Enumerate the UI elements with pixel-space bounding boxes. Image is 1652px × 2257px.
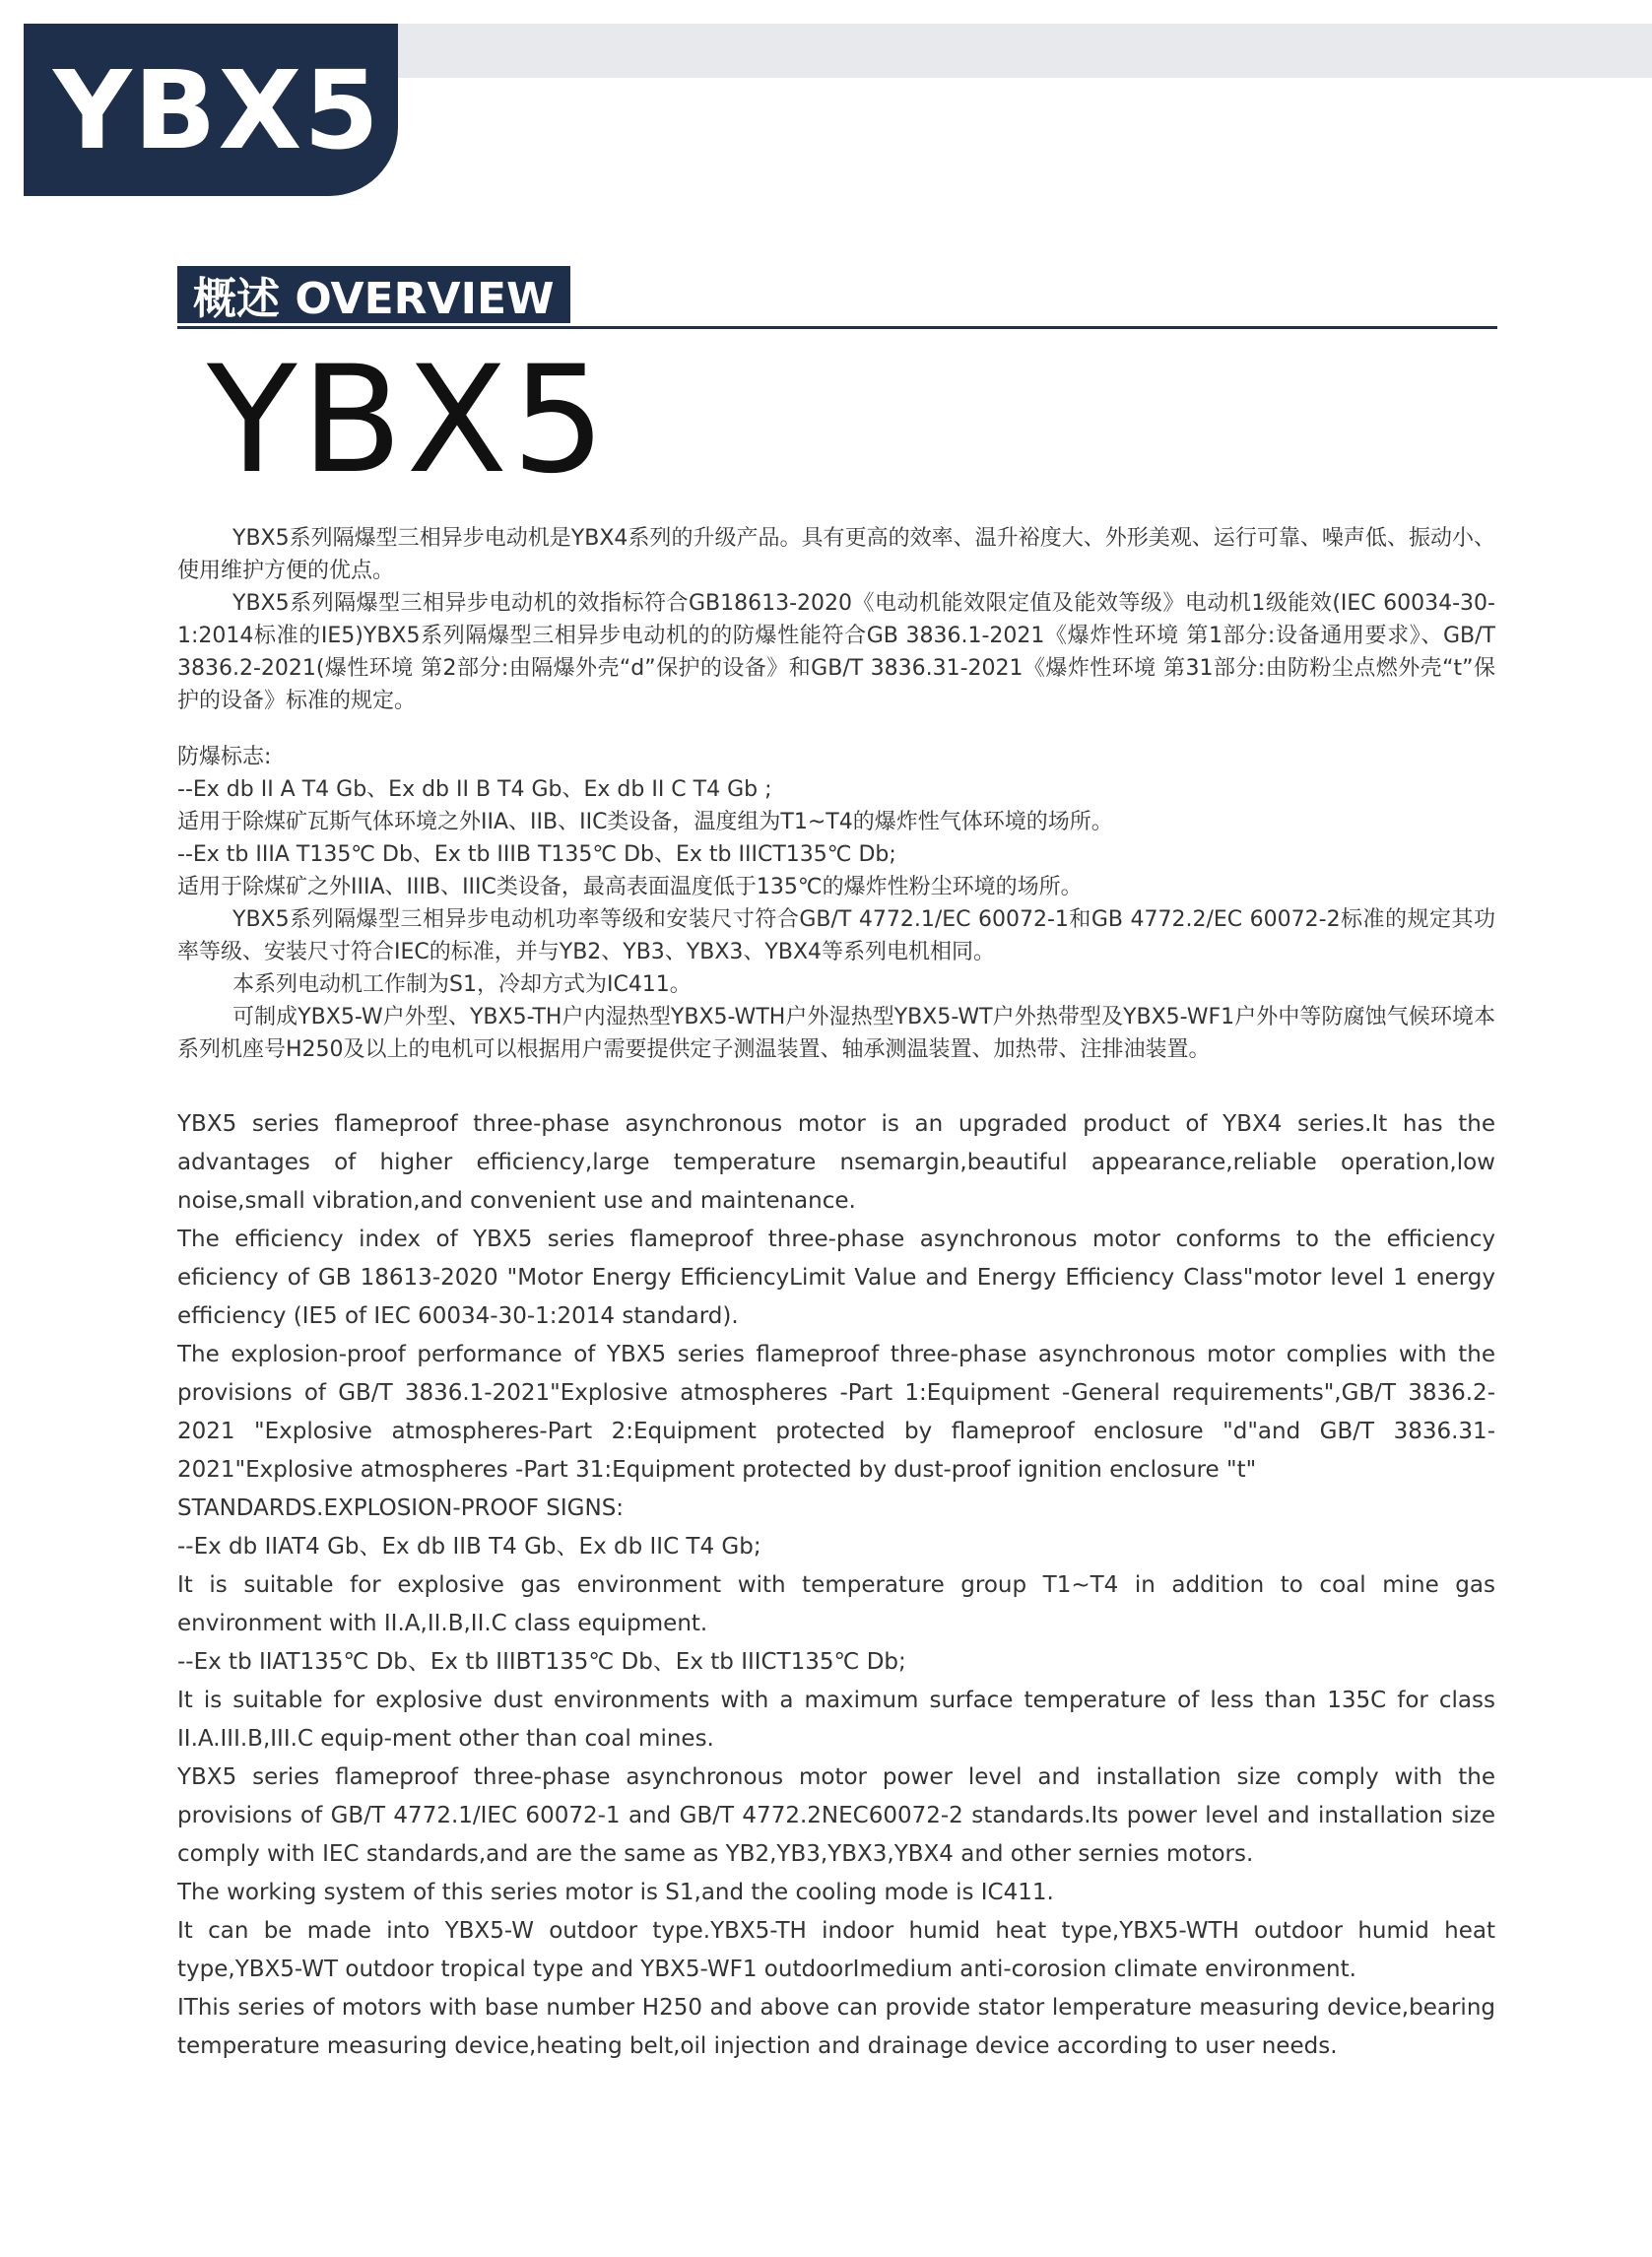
en-paragraph: The working system of this series motor is S1,and the cooling mode is IC411. xyxy=(177,1880,1054,1905)
page-title: YBX5 xyxy=(207,335,610,506)
en-paragraph: --Ex db IIAT4 Gb、Ex db IIB T4 Gb、Ex db IIC T4 Gb; xyxy=(177,1534,761,1560)
en-paragraph: The efficiency index of YBX5 series flameproof three-phase asynchronous motor conforms to the efficiency eficiency of GB 18613-2020 "Motor Energy EfficiencyLimit Value and Energy Efficiency Class"motor level 1 energy efficiency (IE5 of IEC 60034-30-1:2014 standard). xyxy=(177,1227,1495,1329)
section-heading: 概述 OVERVIEW xyxy=(177,266,570,323)
zh-line: --Ex db II A T4 Gb、Ex db II B T4 Gb、Ex db II C T4 Gb ; xyxy=(177,777,772,802)
english-description xyxy=(177,1105,1495,2066)
en-paragraph: It is suitable for explosive gas environment with temperature group T1~T4 in addition to coal mine gas environment with II.A,II.B,II.C class equipment. xyxy=(177,1572,1495,1636)
zh-line: 适用于除煤矿瓦斯气体环境之外IIA、IIB、IIC类设备，温度组为T1~T4的爆炸性气体环境的场所。 xyxy=(177,810,1113,834)
zh-line: --Ex tb IIIA T135℃ Db、Ex tb IIIB T135℃ Db、Ex tb IIICT135℃ Db; xyxy=(177,842,896,867)
zh-line: 防爆标志: xyxy=(177,745,272,769)
zh-paragraph: YBX5系列隔爆型三相异步电动机的效指标符合GB18613-2020《电动机能效限定值及能效等级》电动机1级能效(IEC 60034-30-1:2014标准的IE5)YBX5系列隔爆型三相异步电动机的的防爆性能符合GB 3836.1-2021《爆炸性环境 第1部分:设备通用要求》、GB/T 3836.2-2021(爆性环境 第2部分:由隔爆外壳“d”保护的设备》和GB/T 3836.31-2021《爆炸性环境 第31部分:由防粉尘点燃外壳“t”保护的设备》标准的规定。 xyxy=(177,591,1495,713)
brand-label: YBX5 xyxy=(53,46,381,173)
zh-line: 适用于除煤矿之外IIIA、IIIB、IIIC类设备，最高表面温度低于135℃的爆炸性粉尘环境的场所。 xyxy=(177,875,1083,899)
zh-paragraph: 可制成YBX5-W户外型、YBX5-TH户内湿热型YBX5-WTH户外湿热型YBX5-WT户外热带型及YBX5-WF1户外中等防腐蚀气候环境本系列机座号H250及以上的电机可以根据用户需要提供定子测温装置、轴承测温装置、加热带、注排油装置。 xyxy=(177,1005,1495,1062)
zh-paragraph: YBX5系列隔爆型三相异步电动机功率等级和安装尺寸符合GB/T 4772.1/EC 60072-1和GB 4772.2/EC 60072-2标准的规定其功率等级、安装尺寸符合IEC的标准，并与YB2、YB3、YBX3、YBX4等系列电机相同。 xyxy=(177,907,1495,964)
zh-paragraph: 本系列电动机工作制为S1，冷却方式为IC411。 xyxy=(232,972,692,997)
en-paragraph: It can be made into YBX5-W outdoor type.YBX5-TH indoor humid heat type,YBX5-WTH outdoor humid heat type,YBX5-WT outdoor tropical type and YBX5-WF1 outdoorImedium anti-corosion climate environment. xyxy=(177,1918,1495,1982)
brand-tab xyxy=(24,24,398,196)
chinese-description xyxy=(177,522,1495,1066)
header-strip xyxy=(394,24,1652,78)
en-paragraph: IThis series of motors with base number H250 and above can provide stator lemperature measuring device,bearing temperature measuring device,heating belt,oil injection and drainage device according to user needs. xyxy=(177,1995,1495,2059)
en-paragraph: The explosion-proof performance of YBX5 series flameproof three-phase asynchronous motor complies with the provisions of GB/T 3836.1-2021"Explosive atmospheres -Part 1:Equipment -General requirements",GB/T 3836.2-2021 "Explosive atmospheres-Part 2:Equipment protected by flameproof enclosure "d"and GB/T 3836.31-2021"Explosive atmospheres -Part 31:Equipment protected by dust-proof ignition enclosure "t" xyxy=(177,1342,1495,1483)
en-paragraph: --Ex tb IIAT135℃ Db、Ex tb IIIBT135℃ Db、Ex tb IIICT135℃ Db; xyxy=(177,1649,906,1675)
section-divider xyxy=(177,326,1497,329)
en-paragraph: YBX5 series flameproof three-phase asynchronous motor power level and installation size comply with the provisions of GB/T 4772.1/IEC 60072-1 and GB/T 4772.2NEC60072-2 standards.Its power level and installation size comply with IEC standards,and are the same as YB2,YB3,YBX3,YBX4 and other sernies motors. xyxy=(177,1764,1495,1867)
zh-paragraph: YBX5系列隔爆型三相异步电动机是YBX4系列的升级产品。具有更高的效率、温升裕度大、外形美观、运行可靠、噪声低、振动小、使用维护方便的优点。 xyxy=(177,526,1495,583)
en-paragraph: STANDARDS.EXPLOSION-PROOF SIGNS: xyxy=(177,1495,625,1521)
en-paragraph: YBX5 series flameproof three-phase asynchronous motor is an upgraded product of YBX4 series.It has the advantages of higher efficiency,large temperature nsemargin,beautiful appearance,reliable operation,low noise,small vibration,and convenient use and maintenance. xyxy=(177,1111,1495,1214)
en-paragraph: It is suitable for explosive dust environments with a maximum surface temperature of less than 135C for class II.A.III.B,III.C equip-ment other than coal mines. xyxy=(177,1688,1495,1752)
